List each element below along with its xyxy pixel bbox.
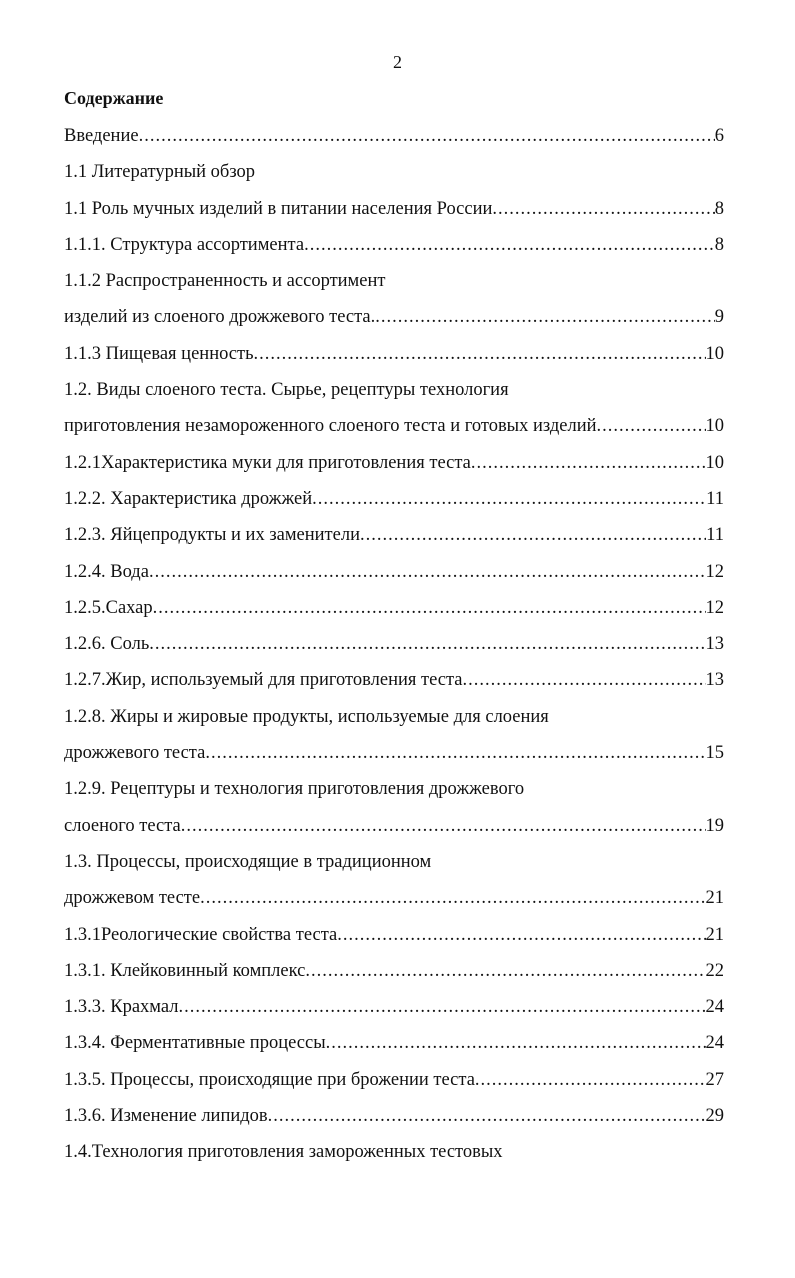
toc-entry-title: приготовления незамороженного слоеного теста и готовых изделий (64, 416, 597, 437)
toc-entry-title: 1.3.1. Клейковинный комплекс (64, 960, 306, 981)
toc-entry (64, 662, 724, 698)
toc-dot-leader (181, 808, 706, 844)
toc-dot-leader (268, 1098, 706, 1134)
toc-entry (64, 154, 724, 190)
toc-entry-title: 1.3.5. Процессы, происходящие при брожении теста (64, 1069, 475, 1090)
toc-entry (64, 227, 724, 263)
toc-entry-title: 1.2.5.Сахар (64, 597, 153, 618)
toc-entry-page: 27 (705, 1069, 724, 1090)
toc-entry-page: 21 (705, 888, 724, 909)
toc-entry (64, 336, 724, 372)
toc-entry (64, 481, 724, 517)
toc-entry-page: 10 (705, 452, 724, 473)
toc-dot-leader (304, 227, 715, 263)
toc-entry-page: 9 (714, 307, 724, 328)
toc-entry-page: 13 (705, 634, 724, 655)
toc-entry-page: 12 (705, 597, 724, 618)
toc-entry-title: 1.3. Процессы, происходящие в традиционном (64, 851, 432, 872)
toc-entry (64, 808, 724, 844)
toc-entry (64, 1134, 724, 1170)
toc-entry (64, 880, 724, 916)
toc-entry-title: Введение (64, 126, 139, 146)
toc-entry-title: 1.3.4. Ферментативные процессы (64, 1033, 326, 1054)
toc-entry-title: 1.3.3. Крахмал (64, 997, 179, 1018)
toc-entry-title: 1.1.2 Распространенность и ассортимент (64, 271, 386, 292)
toc-dot-leader (153, 590, 706, 626)
toc-entry-title: 1.2.3. Яйцепродукты и их заменители (64, 525, 360, 546)
toc-dot-leader (337, 917, 705, 953)
toc-entry (64, 554, 724, 590)
toc-dot-leader (360, 517, 706, 553)
toc-entry (64, 1025, 724, 1061)
toc-entry-title: 1.2.7.Жир, используемый для приготовления теста (64, 670, 463, 691)
toc-entry (64, 771, 724, 807)
toc-entry (64, 626, 724, 662)
toc-entry-title: 1.2.9. Рецептуры и технология приготовления дрожжевого (64, 779, 525, 800)
toc-entry-title: 1.4.Технология приготовления замороженных тестовых (64, 1142, 503, 1163)
toc-dot-leader (254, 336, 706, 372)
toc-dot-leader (463, 662, 706, 698)
toc-entry-title: 1.2. Виды слоеного теста. Сырье, рецептуры технология (64, 380, 509, 401)
toc-entry-page: 15 (705, 743, 724, 764)
toc-entry-page: 21 (705, 924, 724, 945)
toc-entry-title: дрожжевом тесте (64, 888, 201, 909)
toc-entry-page: 11 (706, 525, 724, 546)
page-number: 2 (393, 52, 402, 72)
toc-entry-title: слоеного теста (64, 815, 181, 836)
toc-entry (64, 844, 724, 880)
toc-entry-title: 1.2.6. Соль (64, 634, 150, 655)
toc-entry (64, 118, 724, 154)
toc-entry-title: изделий из слоеного дрожжевого теста. (64, 307, 376, 328)
toc-dot-leader (149, 554, 706, 590)
toc-entry-title: 1.2.1Характеристика муки для приготовления теста (64, 452, 471, 473)
toc-dot-leader (375, 299, 715, 335)
toc-entry-page: 29 (705, 1106, 724, 1127)
toc-entry-page: 24 (705, 1033, 724, 1054)
toc-entry (64, 735, 724, 771)
toc-entry (64, 263, 724, 299)
toc-entry-page: 6 (714, 126, 724, 146)
toc-dot-leader (139, 118, 715, 154)
toc-dot-leader (200, 880, 705, 916)
toc-dot-leader (179, 989, 706, 1025)
toc-entry (64, 445, 724, 481)
toc-entry (64, 408, 724, 444)
toc-entry-title: 1.2.8. Жиры и жировые продукты, используемые для слоения (64, 706, 549, 727)
toc-entry (64, 1062, 724, 1098)
toc-entry-page: 13 (705, 670, 724, 691)
toc-dot-leader (326, 1025, 706, 1061)
toc-entry-title: 1.1 Роль мучных изделий в питании населения России (64, 198, 493, 219)
toc-entry-page: 12 (705, 561, 724, 582)
toc-entry (64, 590, 724, 626)
toc-entry-page: 8 (714, 198, 724, 219)
toc-entry-page: 24 (705, 997, 724, 1018)
toc-entry-page: 22 (705, 960, 724, 981)
toc-entry (64, 191, 724, 227)
toc-entry-title: 1.3.6. Изменение липидов (64, 1106, 268, 1127)
toc-dot-leader (149, 626, 705, 662)
toc-entry (64, 953, 724, 989)
toc-entry-title: 1.2.2. Характеристика дрожжей (64, 488, 313, 509)
table-of-contents-title: Содержание (64, 88, 164, 108)
toc-entry-title: 1.1.3 Пищевая ценность (64, 343, 254, 364)
toc-dot-leader (492, 191, 714, 227)
toc-entry-title: 1.3.1Реологические свойства теста (64, 924, 338, 945)
toc-entry-page: 10 (705, 343, 724, 364)
toc-entry (64, 299, 724, 335)
toc-entry (64, 917, 724, 953)
toc-entry-title: 1.2.4. Вода (64, 561, 149, 582)
toc-entry (64, 517, 724, 553)
toc-entry-page: 19 (705, 815, 724, 836)
toc-dot-leader (471, 445, 706, 481)
toc-dot-leader (205, 735, 705, 771)
toc-entry-page: 10 (705, 416, 724, 437)
toc-dot-leader (312, 481, 706, 517)
toc-entry-title: дрожжевого теста (64, 743, 206, 764)
toc-entry-title: 1.1.1. Структура ассортимента (64, 234, 305, 255)
toc-dot-leader (597, 408, 706, 444)
toc-entry (64, 372, 724, 408)
toc-entry (64, 699, 724, 735)
toc-entry (64, 1098, 724, 1134)
toc-entry (64, 989, 724, 1025)
toc-entry-title: 1.1 Литературный обзор (64, 162, 256, 183)
toc-dot-leader (475, 1062, 706, 1098)
table-of-contents (64, 118, 724, 1171)
toc-dot-leader (305, 953, 705, 989)
toc-entry-page: 8 (714, 234, 724, 255)
toc-entry-page: 11 (706, 488, 724, 509)
